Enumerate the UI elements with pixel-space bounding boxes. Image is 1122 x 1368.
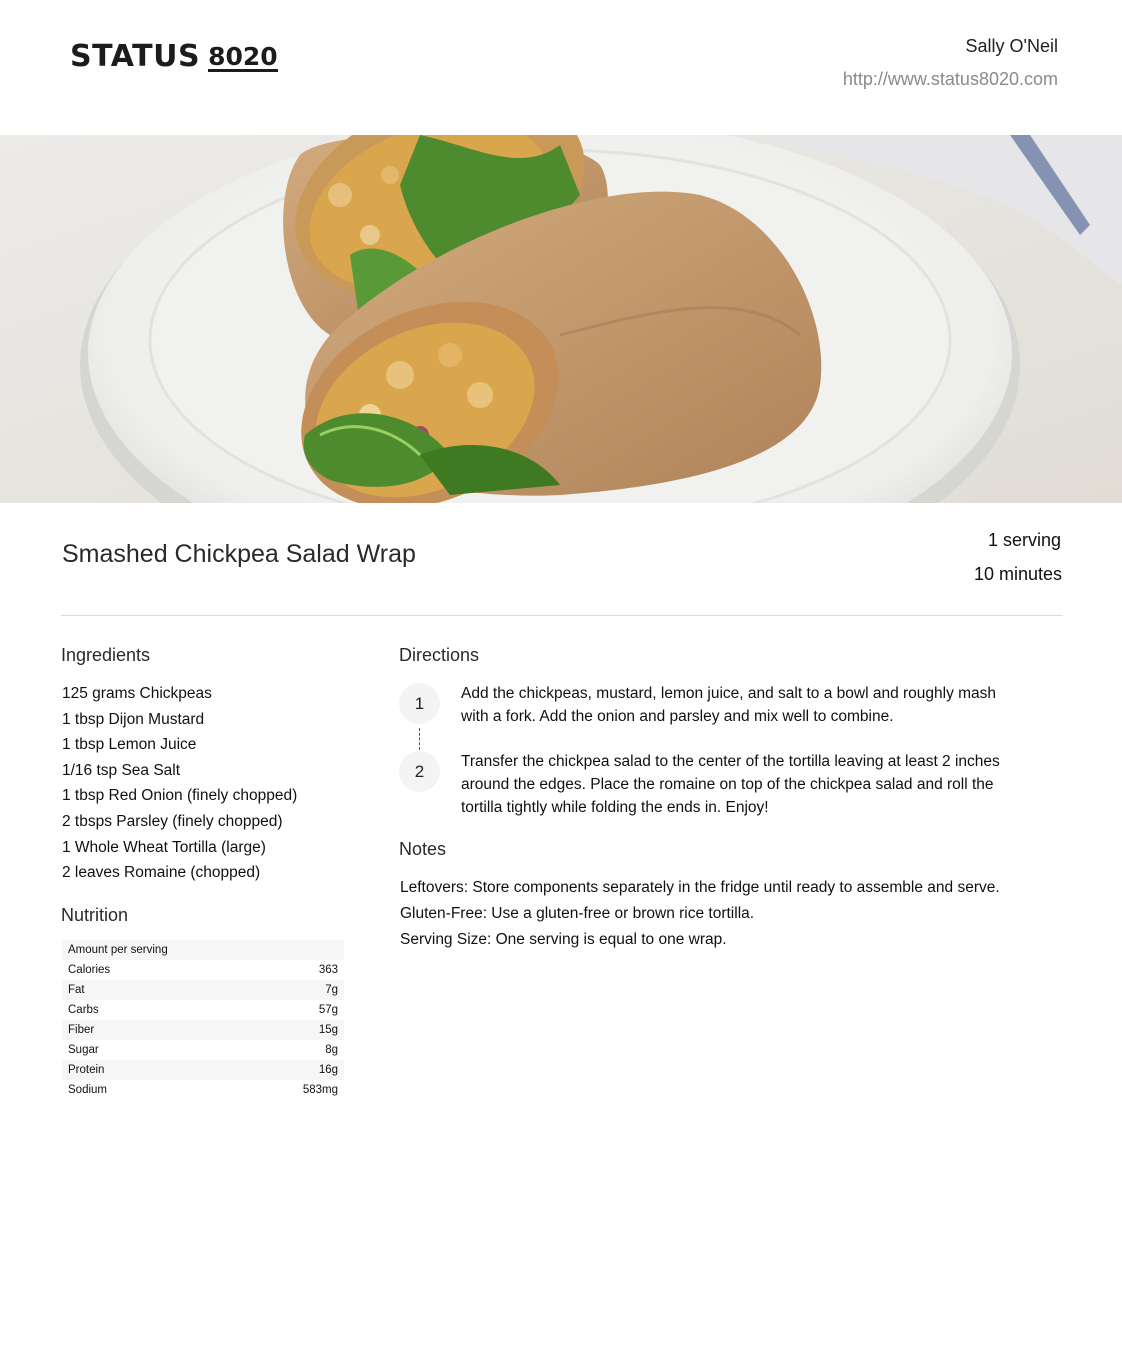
step-line: Transfer the chickpea salad to the center of the tortilla leaving at least 2 inches [461,753,1000,770]
notes-heading: Notes [399,839,447,859]
nutrition-row [62,1020,344,1040]
nutrient-label: Fat [68,984,85,996]
ingredient-item: 1 Whole Wheat Tortilla (large) [62,838,266,856]
nutrient-label: Carbs [68,1004,99,1016]
ingredient-item: 125 grams Chickpeas [62,685,212,702]
ingredient-item: 1/16 tsp Sea Salt [62,761,181,779]
nutrition-row [62,1060,344,1080]
note-item: Gluten-Free: Use a gluten-free or brown rice tortilla. [400,905,755,922]
nutrition-row [62,960,344,980]
nutrient-value: 57g [318,1004,338,1016]
step-line: around the edges. Place the romaine on top of the chickpea salad and roll the [461,776,994,793]
nutrient-label: Sugar [68,1044,99,1056]
nutrient-label: Fiber [68,1024,95,1036]
nutrient-value: 15g [318,1024,338,1036]
prep-time: 10 minutes [973,564,1062,584]
ingredient-item: 1 tbsp Red Onion (finely chopped) [62,787,298,805]
nutrition-row [62,1080,344,1100]
nutrition-table [62,940,344,1100]
section-divider [61,615,1063,616]
nutrient-value: 7g [325,984,338,996]
nutrient-value: 8g [325,1044,338,1056]
nutrition-row [62,1000,344,1020]
author-name: Sally O'Neil [965,36,1058,56]
servings: 1 serving [987,530,1061,550]
logo-number: 8020 [208,42,278,71]
nutrition-caption-row [62,940,344,960]
ingredient-item: 1 tbsp Lemon Juice [62,736,197,754]
recipe-title: Smashed Chickpea Salad Wrap [62,540,416,568]
ingredients-heading: Ingredients [61,645,151,665]
step-number: 1 [399,683,440,724]
nutrition-row [62,1040,344,1060]
nutrient-label: Calories [68,964,111,976]
nutrient-value: 16g [318,1064,338,1076]
ingredient-item: 2 leaves Romaine (chopped) [62,864,261,882]
ingredient-item: 2 tbsps Parsley (finely chopped) [62,812,283,830]
notes-list [400,877,1060,955]
ingredient-item: 1 tbsp Dijon Mustard [62,710,205,728]
logo-word: STATUS [70,39,201,74]
nutrient-label: Protein [68,1064,105,1076]
website-link[interactable]: http://www.status8020.com [842,69,1058,89]
nutrition-caption: Amount per serving [68,944,168,956]
step-text [461,750,1041,819]
step-line: Add the chickpeas, mustard, lemon juice, and salt to a bowl and roughly mash [461,685,997,702]
note-item: Serving Size: One serving is equal to one wrap. [400,931,727,948]
step-line: with a fork. Add the onion and parsley and mix well to combine. [461,708,894,725]
step-connector [419,728,420,750]
recipe-photo [0,135,1122,503]
nutrition-heading: Nutrition [61,905,129,925]
nutrient-value: 363 [318,964,338,976]
step-number: 2 [399,751,440,792]
nutrient-label: Sodium [68,1084,107,1096]
step-text [461,682,1041,728]
status8020-logo [70,39,278,74]
nutrient-value: 583mg [302,1084,338,1096]
ingredients-list [62,683,362,888]
note-item: Leftovers: Store components separately in the fridge until ready to assemble and serve. [400,879,1000,896]
step-line: tortilla tightly while folding the ends in. Enjoy! [461,799,769,816]
nutrition-row [62,980,344,1000]
directions-heading: Directions [399,645,480,665]
